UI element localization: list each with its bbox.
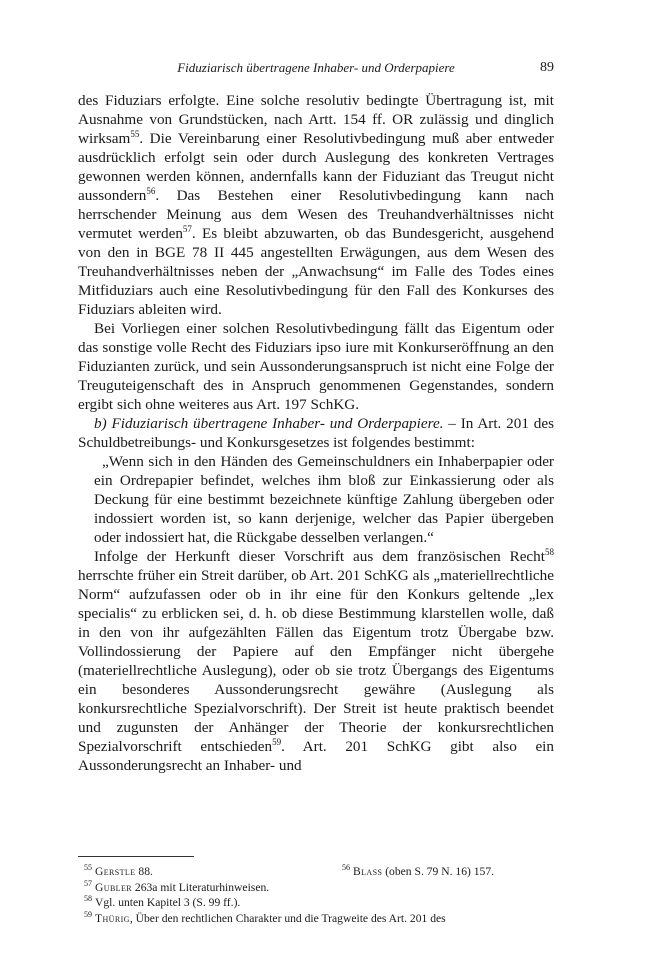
footnote-text: 263a mit Literaturhinweisen.	[132, 880, 270, 894]
text-run: . Die Vereinbarung einer Resolutivbedingung muß aber entweder ausdrücklich erfolgt sein oder durch Auslegung des konkreten Vertrages gewonnen werden können, andernfalls kann der Fiduziant das Treugut nicht aussondern	[78, 130, 554, 204]
running-title: Fiduziarisch übertragene Inhaber- und Orderpapiere	[177, 60, 455, 75]
paragraph-4	[78, 547, 554, 775]
footnote-ref-56: 56	[146, 185, 156, 196]
footnote-author: Gubler	[95, 880, 132, 894]
footnote-ref-58: 58	[545, 546, 554, 557]
footnote-number: 58	[84, 894, 92, 904]
page-number: 89	[540, 60, 554, 75]
text-run: . Art. 201 SchKG gibt also ein Aussonderungsrecht an Inhaber- und	[78, 738, 554, 774]
footnote-row	[78, 864, 554, 880]
paragraph-2: Bei Vorliegen einer solchen Resolutivbedingung fällt das Eigentum oder das sonstige volle Recht des Fiduziars ipso iure mit Konkurseröffnung an den Fiduzianten zurück, und sein Aussonderungsanspruch ist nicht eine Folge der Treuguteigenschaft des in Anspruch genommenen Gegenstandes, sondern ergibt sich ohne weiteres aus Art. 197 SchKG.	[78, 320, 554, 413]
footnote-58	[78, 895, 554, 911]
footnote-ref-57: 57	[182, 223, 192, 234]
body-text	[78, 91, 554, 775]
text-run: – In Art. 201 des Schuldbetreibungs- und Konkursgesetzes ist folgendes bestimmt:	[78, 415, 554, 451]
footnote-number: 59	[84, 909, 92, 919]
footnote-text: (oben S. 79 N. 16) 157.	[382, 865, 495, 878]
footnote-number: 57	[84, 878, 92, 888]
section-heading: b) Fiduziarisch übertragene Inhaber- und Orderpapiere.	[94, 415, 444, 432]
footnote-author: Gerstle	[95, 865, 136, 878]
footnote-number: 56	[342, 863, 350, 873]
statute-quote: „Wenn sich in den Händen des Gemeinschuldners ein Inhaberpapier oder ein Ordrepapier befindet, welches ihm bloß zur Einkassierung oder als Deckung für eine bestimmt bezeichnete künftige Zahlung übergeben oder indossiert worden ist, so kann derjenige, welcher das Papier übergeben oder indossiert hat, die Rückgabe desselben verlangen.“	[94, 453, 554, 546]
paragraph-3	[78, 414, 554, 452]
footnote-ref-59: 59	[272, 736, 282, 747]
footnote-text: , Über den rechtlichen Charakter und die Tragweite des Art. 201 des	[129, 911, 446, 925]
footnotes	[78, 864, 554, 926]
text-run: herrschte früher ein Streit darüber, ob Art. 201 SchKG als „materiellrechtliche Norm“ aufzufassen oder ob in ihr eine für den Konkurs geltende „lex specialis“ zu erblicken sei, d. h. ob diese Bestimmung klarstellen wolle, daß in den von ihr aufgezählten Fällen das Eigentum trotz Übergabe bzw. Vollindossierung der Papiere auf den Empfänger nicht übergehe (materiellrechtliche Auslegung), oder ob sie trotz Übergangs des Eigentums ein besonderes Aussonderungsrecht gewähre (Auslegung als konkursrechtliche Spezialvorschrift). Der Streit ist heute praktisch beendet und zugunsten der Anhänger der Theorie der konkursrechtlichen Spezialvorschrift entschieden	[78, 567, 554, 755]
paragraph-1	[78, 91, 554, 319]
footnote-number: 55	[84, 863, 92, 873]
footnote-55	[78, 864, 342, 880]
text-run: Infolge der Herkunft dieser Vorschrift aus dem französischen Recht	[94, 548, 545, 565]
footnote-text: 88.	[135, 865, 153, 878]
footnote-text: Vgl. unten Kapitel 3 (S. 99 ff.).	[95, 896, 241, 909]
footnote-ref-55: 55	[130, 128, 140, 139]
text-run: . Es bleibt abzuwarten, ob das Bundesgericht, ausgehend von den in BGE 78 II 445 angestellten Erwägungen, aus dem Wesen des Treuhandverhältnisses neben der „Anwachsung“ im Falle des Todes eines Mitfiduziars auch eine Resolutivbedingung für den Fall des Konkurses des Fiduziars ableiten wird.	[78, 225, 554, 318]
text-run: des Fiduziars erfolgte. Eine solche resolutiv bedingte Übertragung ist, mit Ausnahme von Grundstücken, nach Artt. 154 ff. OR zulässig und dinglich wirksam	[78, 92, 554, 147]
footnote-56	[342, 864, 554, 880]
footnote-author: Blass	[353, 865, 383, 878]
text-run: . Das Bestehen einer Resolutivbedingung kann nach herrschender Meinung aus dem Wesen des Treuhandverhältnisses nicht vermutet werden	[78, 187, 554, 242]
footnote-divider	[78, 856, 194, 857]
running-header	[78, 60, 554, 80]
footnote-author: Thürig	[95, 911, 130, 925]
footnote-57	[78, 880, 554, 896]
footnote-59	[78, 911, 554, 927]
